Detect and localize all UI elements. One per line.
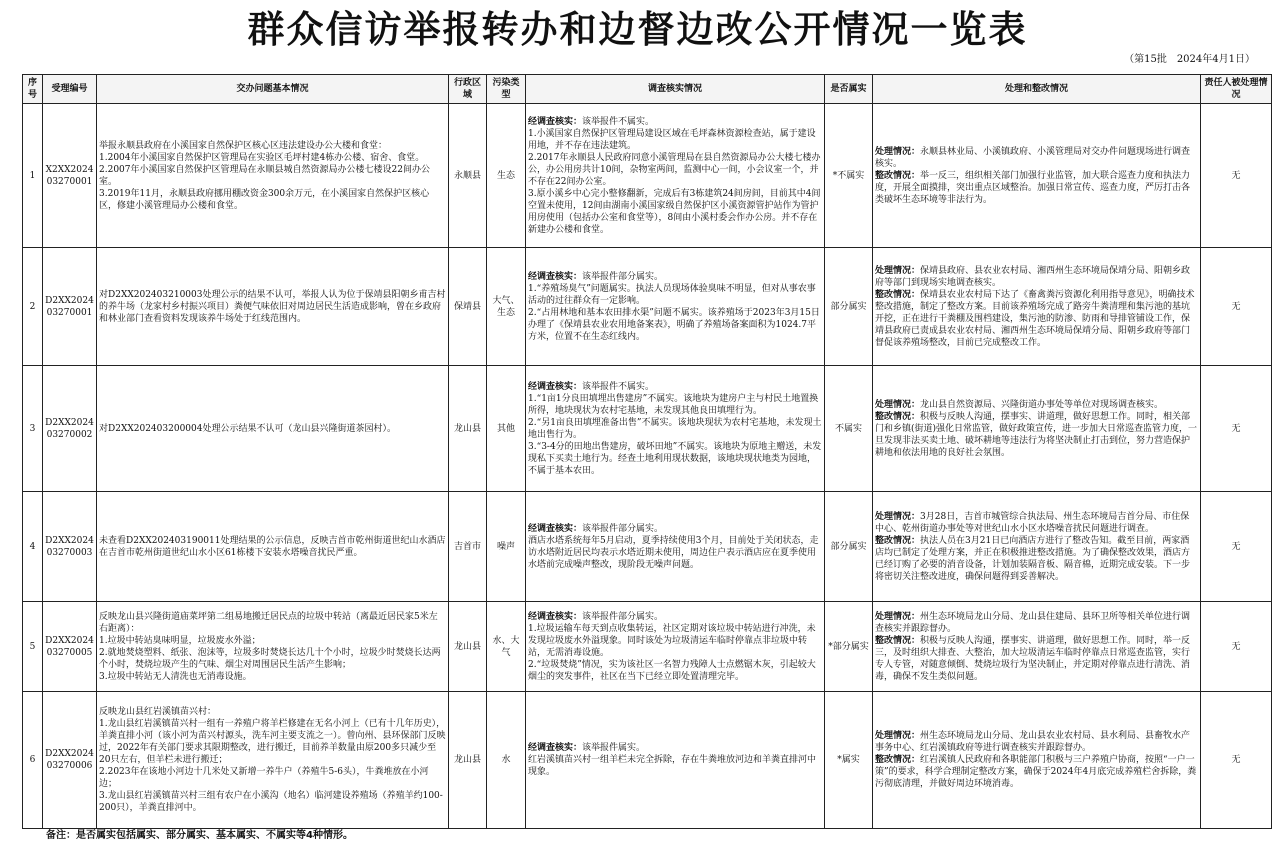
page-title: 群众信访举报转办和边督边改公开情况一览表	[247, 8, 1028, 51]
problem-description: 未查看D2XX202403190011处理结果的公示信息，反映吉首市乾州街道世纪山水酒店在吉首市乾州街道世纪山水小区61栋楼下安装水塔噪音扰民严重。	[97, 492, 449, 602]
column-header: 行政区域	[449, 75, 487, 104]
responsible-person-status: 无	[1201, 366, 1272, 492]
pollution-type: 其他	[487, 366, 526, 492]
table-row	[23, 692, 1272, 829]
investigation-lead: 经调查核实：	[528, 271, 583, 282]
handling-label: 处理情况：	[875, 265, 921, 276]
rectification-label: 整改情况：	[875, 170, 921, 181]
investigation-result	[526, 492, 825, 602]
investigation-result	[526, 602, 825, 692]
table-body	[23, 104, 1272, 829]
column-header: 序号	[23, 75, 43, 104]
verified-status: *不属实	[825, 104, 873, 248]
region: 龙山县	[449, 366, 487, 492]
responsible-person-status: 无	[1201, 492, 1272, 602]
case-code: D2XX2024 03270002	[43, 366, 97, 492]
investigation-lead: 经调查核实：	[528, 523, 583, 534]
row-number: 1	[23, 104, 43, 248]
investigation-lead: 经调查核实：	[528, 381, 583, 392]
investigation-result	[526, 692, 825, 829]
problem-description: 对D2XX202403200004处理公示结果不认可（龙山县兴隆街道茶园村）。	[97, 366, 449, 492]
handling-rectification	[873, 104, 1201, 248]
rectification-text: 红岩溪镇人民政府和各职能部门积极与三户养殖户协商，按照“一户一策”的要求，科学合理制定整改方案，确保于2024年4月底完成养殖栏舍拆除，粪污彻底清理，并做好周边环境消毒。	[875, 755, 1197, 789]
verified-status: *部分属实	[825, 602, 873, 692]
handling-label: 处理情况：	[875, 731, 921, 741]
responsible-person-status: 无	[1201, 602, 1272, 692]
problem-description: 举报永顺县政府在小溪国家自然保护区核心区违法建设办公大楼和食堂： 1.2004年小溪国家自然保护区管理局在实验区毛坪村建4栋办公楼、宿舍、食堂。 2.2007年小溪国家自然保护区管理局在永顺县城自然资源局办公楼七楼设22间办公室。 3.2019年11月，永顺县政府挪用棚改资金300余万元，在小溪国家自然保护区核心区，修建小溪管理局办公楼和食堂。	[97, 104, 449, 248]
column-header: 调查核实情况	[526, 75, 825, 104]
row-number: 3	[23, 366, 43, 492]
pollution-type: 噪声	[487, 492, 526, 602]
handling-text: 州生态环境局龙山分局、龙山县住建局、县环卫所等相关单位进行调查核实并跟踪督办。	[875, 611, 1191, 634]
investigation-text: 该举报件不属实。 1.小溪国家自然保护区管理局建设区域在毛坪森林资源检查站，属于建设用地，并不存在违法建筑。 2.2017年永顺县人民政府同意小溪管理局在县自然资源局办公大楼七楼办公，办公用房共计10间，杂物室两间，监测中心一间，小会议室一个，并不存在22间办公室。 3.原小溪乡中心完小整修翻新，完成后有3栋建筑24间房间，目前其中4间空置未使用，12间由湖南小溪国家级自然保护区小溪资源管护站作为管护用房使用（包括办公室和食堂等），8间由小溪村委会作办公房。并不存在新建办公楼和食堂。	[528, 116, 821, 235]
column-header: 受理编号	[43, 75, 97, 104]
pollution-type: 生态	[487, 104, 526, 248]
handling-label: 处理情况：	[875, 399, 921, 410]
investigation-lead: 经调查核实：	[528, 743, 583, 753]
pollution-type: 水、大气	[487, 602, 526, 692]
table-row	[23, 248, 1272, 366]
verified-status: *属实	[825, 692, 873, 829]
region: 龙山县	[449, 602, 487, 692]
region: 龙山县	[449, 692, 487, 829]
handling-rectification	[873, 366, 1201, 492]
table-row	[23, 104, 1272, 248]
handling-text: 州生态环境局龙山分局、龙山县农业农村局、县水利局、县畜牧水产事务中心、红岩溪镇政府等进行调查核实并跟踪督办。	[875, 731, 1191, 753]
responsible-person-status: 无	[1201, 692, 1272, 829]
column-header: 交办问题基本情况	[97, 75, 449, 104]
rectification-label: 整改情况：	[875, 755, 921, 765]
investigation-lead: 经调查核实：	[528, 611, 583, 622]
table-row	[23, 602, 1272, 692]
handling-rectification	[873, 248, 1201, 366]
region: 保靖县	[449, 248, 487, 366]
investigation-text: 该举报件部分属实。 酒店水塔系统每年5月启动，夏季持续使用3个月，目前处于关闭状态，走访水塔附近居民均表示水塔近期未使用，周边住户表示酒店应在夏季使用水塔前完成噪声整改，现阶段无噪声问题。	[528, 523, 819, 570]
handling-rectification	[873, 602, 1201, 692]
footnote: 备注：是否属实包括属实、部分属实、基本属实、不属实等4种情形。	[46, 830, 353, 841]
case-code: D2XX2024 03270001	[43, 248, 97, 366]
region: 吉首市	[449, 492, 487, 602]
batch-date: （第15批 2024年4月1日）	[1124, 54, 1255, 65]
investigation-text: 该举报件部分属实。 1.“养殖场臭气”问题属实。执法人员现场体验臭味不明显，但对从事农事活动的过往群众有一定影响。 2.“占用林地和基本农田排水渠”问题不属实。该养殖场于2023年3月15日办理了《保靖县农业农用地备案表》，明确了养殖场备案面积为1024.7平方米，位置不在生态红线内。	[528, 271, 820, 342]
row-number: 6	[23, 692, 43, 829]
investigation-result	[526, 366, 825, 492]
rectification-text: 保靖县农业农村局下达了《畜禽粪污资源化利用指导意见》，明确技术整改措施，制定了整改方案。目前该养殖场完成了路旁牛粪清理和集污池的基坑开挖，正在进行干粪棚及围档建设，集污池的防渗、防雨和导排管铺设工作，保靖县政府已责成县农业农村局、湘西州生态环境局保靖分局、阳朝乡政府等部门督促该养殖场整改，目前已完成整改工作。	[875, 289, 1195, 348]
case-code: D2XX2024 03270003	[43, 492, 97, 602]
region: 永顺县	[449, 104, 487, 248]
column-header: 污染类型	[487, 75, 526, 104]
investigation-result	[526, 104, 825, 248]
verified-status: 部分属实	[825, 492, 873, 602]
rectification-label: 整改情况：	[875, 289, 921, 300]
column-header: 处理和整改情况	[873, 75, 1201, 104]
petition-table	[22, 74, 1272, 829]
rectification-label: 整改情况：	[875, 535, 921, 546]
problem-description: 反映龙山县红岩溪镇苗兴村： 1.龙山县红岩溪镇苗兴村一组有一养殖户将羊栏修建在无名小河上（已有十几年历史），羊粪直排小河（该小河为苗兴村源头，洗车河主要支流之一）。曾向州、县环保部门反映过，2022年有关部门要求其限期整改，进行搬迁，目前养羊数量由原200多只减少至20只左右，但羊栏未进行搬迁； 2.2023年在该地小河边十几米处又新增一养牛户（养殖牛5-6头），牛粪堆放在小河边； 3.龙山县红岩溪镇苗兴村三组有农户在小溪沟（地名）临河建设养殖场（养殖羊约100-200只），羊粪直排河中。	[97, 692, 449, 829]
pollution-type: 水	[487, 692, 526, 829]
case-code: D2XX2024 03270006	[43, 692, 97, 829]
handling-rectification	[873, 692, 1201, 829]
case-code: D2XX2024 03270005	[43, 602, 97, 692]
row-number: 5	[23, 602, 43, 692]
column-header: 责任人被处理情况	[1201, 75, 1272, 104]
table-row	[23, 366, 1272, 492]
rectification-text: 举一反三，组织相关部门加强行业监管，加大联合巡查力度和执法力度，开展全面摸排，突出重点区域整治。加强日常宣传、巡查力度，严厉打击各类破坏生态环境等非法行为。	[875, 170, 1191, 205]
handling-label: 处理情况：	[875, 146, 921, 157]
handling-rectification	[873, 492, 1201, 602]
header-row	[23, 75, 1272, 104]
row-number: 2	[23, 248, 43, 366]
handling-label: 处理情况：	[875, 511, 921, 522]
handling-text: 3月28日，吉首市城管综合执法局、州生态环境局吉首分局、市住保中心、乾州街道办事处等对世纪山水小区水塔噪音扰民问题进行调查。	[875, 511, 1190, 534]
pollution-type: 大气、生态	[487, 248, 526, 366]
problem-description: 对D2XX202403210003处理公示的结果不认可，举报人认为位于保靖县阳朝乡甫吉村的养牛场（龙家村乡村振兴项目）粪便气味依旧对周边居民生活造成影响，曾在乡政府和林业部门查看资料发现该养牛场处于红线范围内。	[97, 248, 449, 366]
handling-label: 处理情况：	[875, 611, 921, 622]
verified-status: 不属实	[825, 366, 873, 492]
column-header: 是否属实	[825, 75, 873, 104]
rectification-label: 整改情况：	[875, 411, 921, 422]
investigation-text: 该举报件属实。 红岩溪镇苗兴村一组羊栏未完全拆除，存在牛粪堆放河边和羊粪直排河中现象。	[528, 743, 817, 777]
problem-description: 反映龙山县兴隆街道庙菜坪第二组易地搬迁居民点的垃圾中转站（离最近居民家5米左右距离）： 1.垃圾中转站臭味明显，垃圾废水外溢； 2.就地焚烧塑料、纸张、泡沫等，垃圾多时焚烧长达几十个小时，垃圾少时焚烧长达两个小时，焚烧垃圾产生的气味、烟尘对周围居民生活产生影响； 3.垃圾中转站无人清洗也无消毒设施。	[97, 602, 449, 692]
table-row	[23, 492, 1272, 602]
handling-text: 保靖县政府、县农业农村局、湘西州生态环境局保靖分局、阳朝乡政府等部门到现场实地调查核实。	[875, 265, 1191, 288]
rectification-text: 积极与反映人沟通，摆事实、讲道理，做好思想工作。同时，相关部门和乡镇(街道)强化日常监管，做好政策宣传，进一步加大日常巡查监管力度，一旦发现非法买卖土地、破坏耕地等违法行为将坚决制止打击到位，努力营造保护耕地和依法用地的良好社会氛围。	[875, 411, 1198, 458]
rectification-text: 执法人员在3月21日已向酒店方进行了整改告知。截至目前，两家酒店均已制定了处理方案，并正在积极推进整改措施。为了确保整改效果，酒店方已经订购了必要的消音设备，计划加装隔音板、隔音棉，近期完成安装。下一步将密切关注整改进度，确保问题得到妥善解决。	[875, 535, 1191, 582]
handling-text: 永顺县林业局、小溪镇政府、小溪管理局对交办件问题现场进行调查核实。	[875, 146, 1191, 169]
responsible-person-status: 无	[1201, 248, 1272, 366]
investigation-text: 该举报件不属实。 1.“1亩1分良田填埋出售建房”不属实。该地块为建房户主与村民土地置换所得，地块现状为农村宅基地，未发现其他良田填埋行为。 2.“另1亩良田填埋准备出售”不属实。该地块现状为农村宅基地，未发现土地出售行为。 3.“3-4分的田地出售建房，破坏田地”不属实。该地块为原地主赠送，未发现私下买卖土地行为。经查土地利用现状数据，该地块现状地类为园地，不属于基本农田。	[528, 381, 822, 476]
investigation-result	[526, 248, 825, 366]
case-code: X2XX2024 03270001	[43, 104, 97, 248]
rectification-label: 整改情况：	[875, 635, 921, 646]
investigation-lead: 经调查核实：	[528, 116, 583, 127]
rectification-text: 积极与反映人沟通，摆事实、讲道理，做好思想工作。同时，举一反三，及时组织大排查、大整治，加大垃圾清运车临时停靠点日常巡查监管，实行专人专管，对随意倾倒、焚烧垃圾行为坚决制止，并定期对停靠点进行清洗、消毒，确保不发生类似问题。	[875, 635, 1191, 682]
investigation-text: 该举报件部分属实。 1.垃圾运输车每天到点收集转运，社区定期对该垃圾中转站进行冲洗，未发现垃圾废水外溢现象。同时该处为垃圾清运车临时停靠点非垃圾中转站，无需消毒设施。 2.“垃圾焚烧”情况，实为该社区一名智力残障人士点燃锯木灰，引起较大烟尘的突发事件，社区在当下已经立即处置清理完毕。	[528, 611, 816, 682]
handling-text: 龙山县自然资源局、兴隆街道办事处等单位对现场调查核实。	[920, 399, 1164, 410]
responsible-person-status: 无	[1201, 104, 1272, 248]
row-number: 4	[23, 492, 43, 602]
verified-status: 部分属实	[825, 248, 873, 366]
